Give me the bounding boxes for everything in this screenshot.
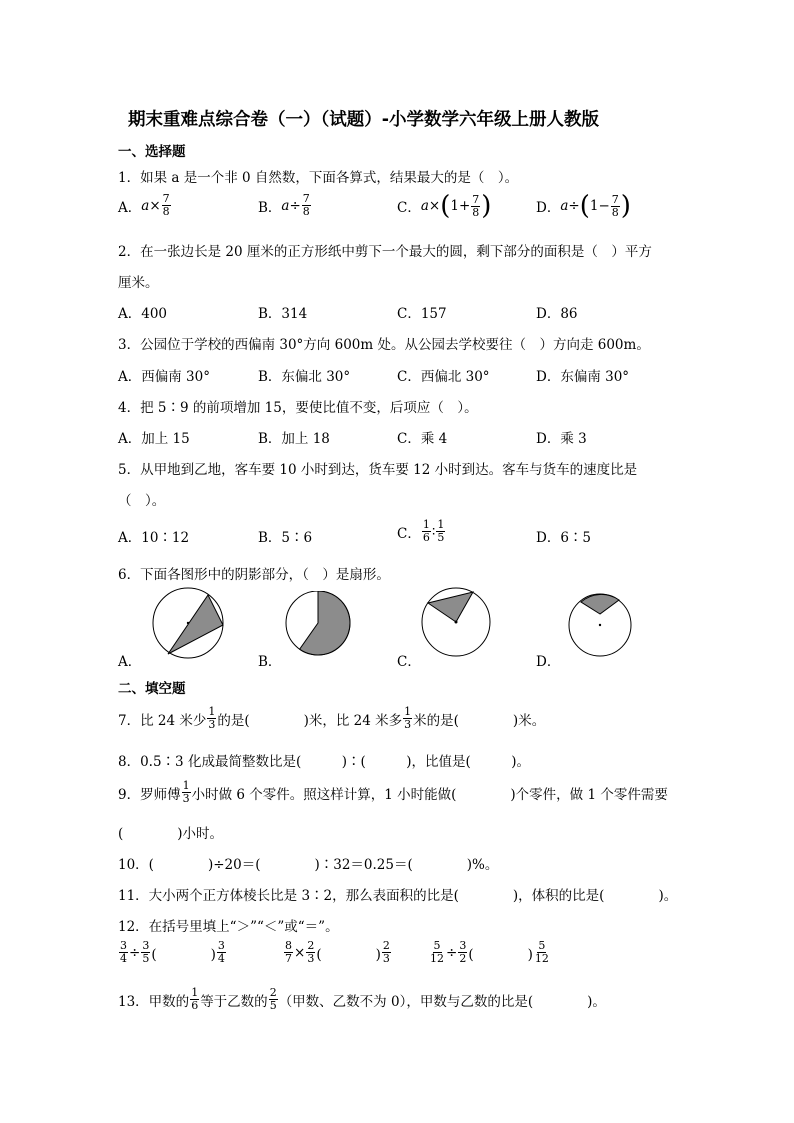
question-1-stem: 1．如果 a 是一个非 0 自然数，下面各算式，结果最大的是（ ）。	[118, 170, 519, 186]
operator: ×	[428, 198, 441, 214]
q3-option-d: D．东偏南 30°	[536, 369, 630, 385]
one: 1−	[589, 198, 610, 214]
fraction: $\frac{3}{5}$	[142, 939, 150, 965]
q1-option-b	[258, 193, 312, 218]
q3-option-c: C．西偏北 30°	[397, 369, 490, 385]
q2-option-c: C．157	[397, 306, 447, 322]
option-label: C．	[397, 525, 421, 542]
q1-option-c: C． a × ( 1+ $\frac{7}{8}$ )	[397, 191, 492, 221]
fraction: $\frac{1}{6}$	[422, 518, 430, 544]
question-12-stem: 12．在括号里填上“＞”“＜”或“＝”。	[118, 919, 339, 935]
question-9	[118, 780, 668, 805]
fraction: $\frac{3}{2}$	[459, 939, 467, 965]
operator: ×	[294, 944, 306, 961]
q6-option-a: A．	[118, 654, 142, 670]
q6-option-c: C．	[397, 654, 421, 670]
fraction: $\frac{1}{3}$	[182, 779, 190, 805]
q12-expression-1	[118, 940, 227, 965]
text: 等于乙数的	[200, 993, 268, 1010]
fraction: $\frac{3}{4}$	[217, 939, 225, 965]
q5-option-a: A．10∶12	[118, 530, 190, 546]
q2-option-d: D．86	[536, 306, 578, 322]
text: （甲数、乙数不为 0），甲数与乙数的比是( )。	[278, 993, 606, 1010]
option-label: D．	[536, 200, 561, 216]
fraction: $\frac{7}{8}$	[162, 192, 170, 218]
variable: a	[420, 198, 429, 214]
option-label: B．	[258, 199, 282, 216]
q3-option-b: B．东偏北 30°	[258, 369, 351, 385]
question-4-stem: 4．把 5∶9 的前项增加 15，要使比值不变，后项应（ ）。	[118, 400, 478, 416]
q5-option-b: B．5∶6	[258, 530, 313, 546]
q4-option-a: A．加上 15	[118, 431, 190, 447]
variable: a	[281, 197, 290, 214]
question-11: 11．大小两个正方体棱长比是 3∶2，那么表面积的比是( )，体积的比是( )。	[118, 888, 678, 904]
text: 小时做 6 个零件。照这样计算，1 小时能做( )个零件，做 1 个零件需要	[191, 786, 668, 803]
q6-figure-a	[148, 587, 228, 659]
option-label: A．	[118, 199, 142, 216]
fraction: $\frac{2}{3}$	[307, 939, 315, 965]
fraction: $\frac{8}{7}$	[285, 939, 292, 965]
fraction: $\frac{7}{8}$	[472, 192, 480, 219]
q5-option-d: D．6∶5	[536, 530, 592, 546]
fraction: $\frac{5}{12}$	[430, 939, 444, 965]
q6-figure-c	[420, 587, 494, 659]
question-7	[118, 706, 545, 731]
text: 的是( )米，比 24 米多	[217, 712, 403, 729]
fraction: $\frac{1}{3}$	[208, 705, 216, 731]
fraction: $\frac{2}{3}$	[382, 939, 390, 965]
question-5-stem: 5．从甲地到乙地，客车要 10 小时到达，货车要 12 小时到达。客车与货车的速度比是	[118, 462, 638, 478]
answer-blank[interactable]: ( )	[151, 946, 216, 963]
question-2-stem-cont: 厘米。	[118, 275, 159, 291]
operator: ÷	[129, 944, 141, 961]
answer-blank[interactable]: ( )	[316, 946, 381, 963]
operator: ×	[149, 197, 161, 214]
fraction: $\frac{1}{5}$	[437, 518, 445, 544]
fraction: $\frac{7}{8}$	[611, 192, 619, 219]
text: 米的是( )米。	[413, 712, 546, 729]
q5-option-c	[397, 519, 446, 544]
q12-expression-3	[428, 940, 551, 965]
q6-option-d: D．	[536, 654, 561, 670]
question-8: 8．0.5∶3 化成最简整数比是( )∶( )，比值是( )。	[118, 754, 531, 770]
option-label: C．	[397, 200, 421, 216]
question-6-stem: 6．下面各图形中的阴影部分，（ ）是扇形。	[118, 567, 390, 583]
q6-figure-b	[284, 591, 354, 657]
operator: ÷	[289, 197, 301, 214]
fraction: $\frac{3}{4}$	[120, 939, 127, 965]
question-3-stem: 3．公园位于学校的西偏南 30°方向 600m 处。从公园去学校要往（ ）方向走 600m。	[118, 337, 650, 353]
question-10: 10．( )÷20＝( )∶32＝0.25＝( )%。	[118, 857, 499, 873]
question-13	[118, 987, 606, 1012]
one: 1+	[450, 198, 471, 214]
fraction: $\frac{1}{3}$	[404, 705, 412, 731]
fraction: $\frac{1}{6}$	[191, 986, 199, 1012]
q4-option-c: C．乘 4	[397, 431, 448, 447]
section-heading-choice: 一、选择题	[118, 144, 186, 160]
operator: ÷	[568, 198, 580, 214]
q12-expression-2	[283, 940, 392, 965]
operator: ÷	[446, 944, 458, 961]
text: 13．甲数的	[118, 993, 190, 1010]
question-2-stem: 2．在一张边长是 20 厘米的正方形纸中剪下一个最大的圆，剩下部分的面积是（ ）平方	[118, 244, 652, 260]
q2-option-b: B．314	[258, 306, 308, 322]
q6-figure-d	[567, 592, 633, 658]
colon: ∶	[431, 523, 436, 540]
text: 7．比 24 米少	[118, 712, 207, 729]
page-title: 期末重难点综合卷（一）（试题）-小学数学六年级上册人教版	[128, 110, 600, 130]
variable: a	[141, 197, 150, 214]
q3-option-a: A．西偏南 30°	[118, 369, 210, 385]
question-5-stem-cont: （ ）。	[118, 493, 166, 509]
q4-option-d: D．乘 3	[536, 431, 587, 447]
variable: a	[560, 198, 569, 214]
q4-option-b: B．加上 18	[258, 431, 330, 447]
q6-option-b: B．	[258, 654, 282, 670]
section-heading-fill: 二、填空题	[118, 681, 186, 697]
fraction: $\frac{5}{12}$	[534, 939, 549, 965]
q1-option-a	[118, 193, 172, 218]
question-9-cont: ( )小时。	[118, 826, 224, 842]
fraction: $\frac{2}{5}$	[269, 986, 277, 1012]
q2-option-a: A．400	[118, 306, 168, 322]
answer-blank[interactable]: ( )	[468, 946, 533, 963]
fraction: $\frac{7}{8}$	[302, 192, 310, 218]
q1-option-d: D． a ÷ ( 1− $\frac{7}{8}$ )	[536, 191, 631, 221]
text: 9．罗师傅	[118, 786, 181, 803]
